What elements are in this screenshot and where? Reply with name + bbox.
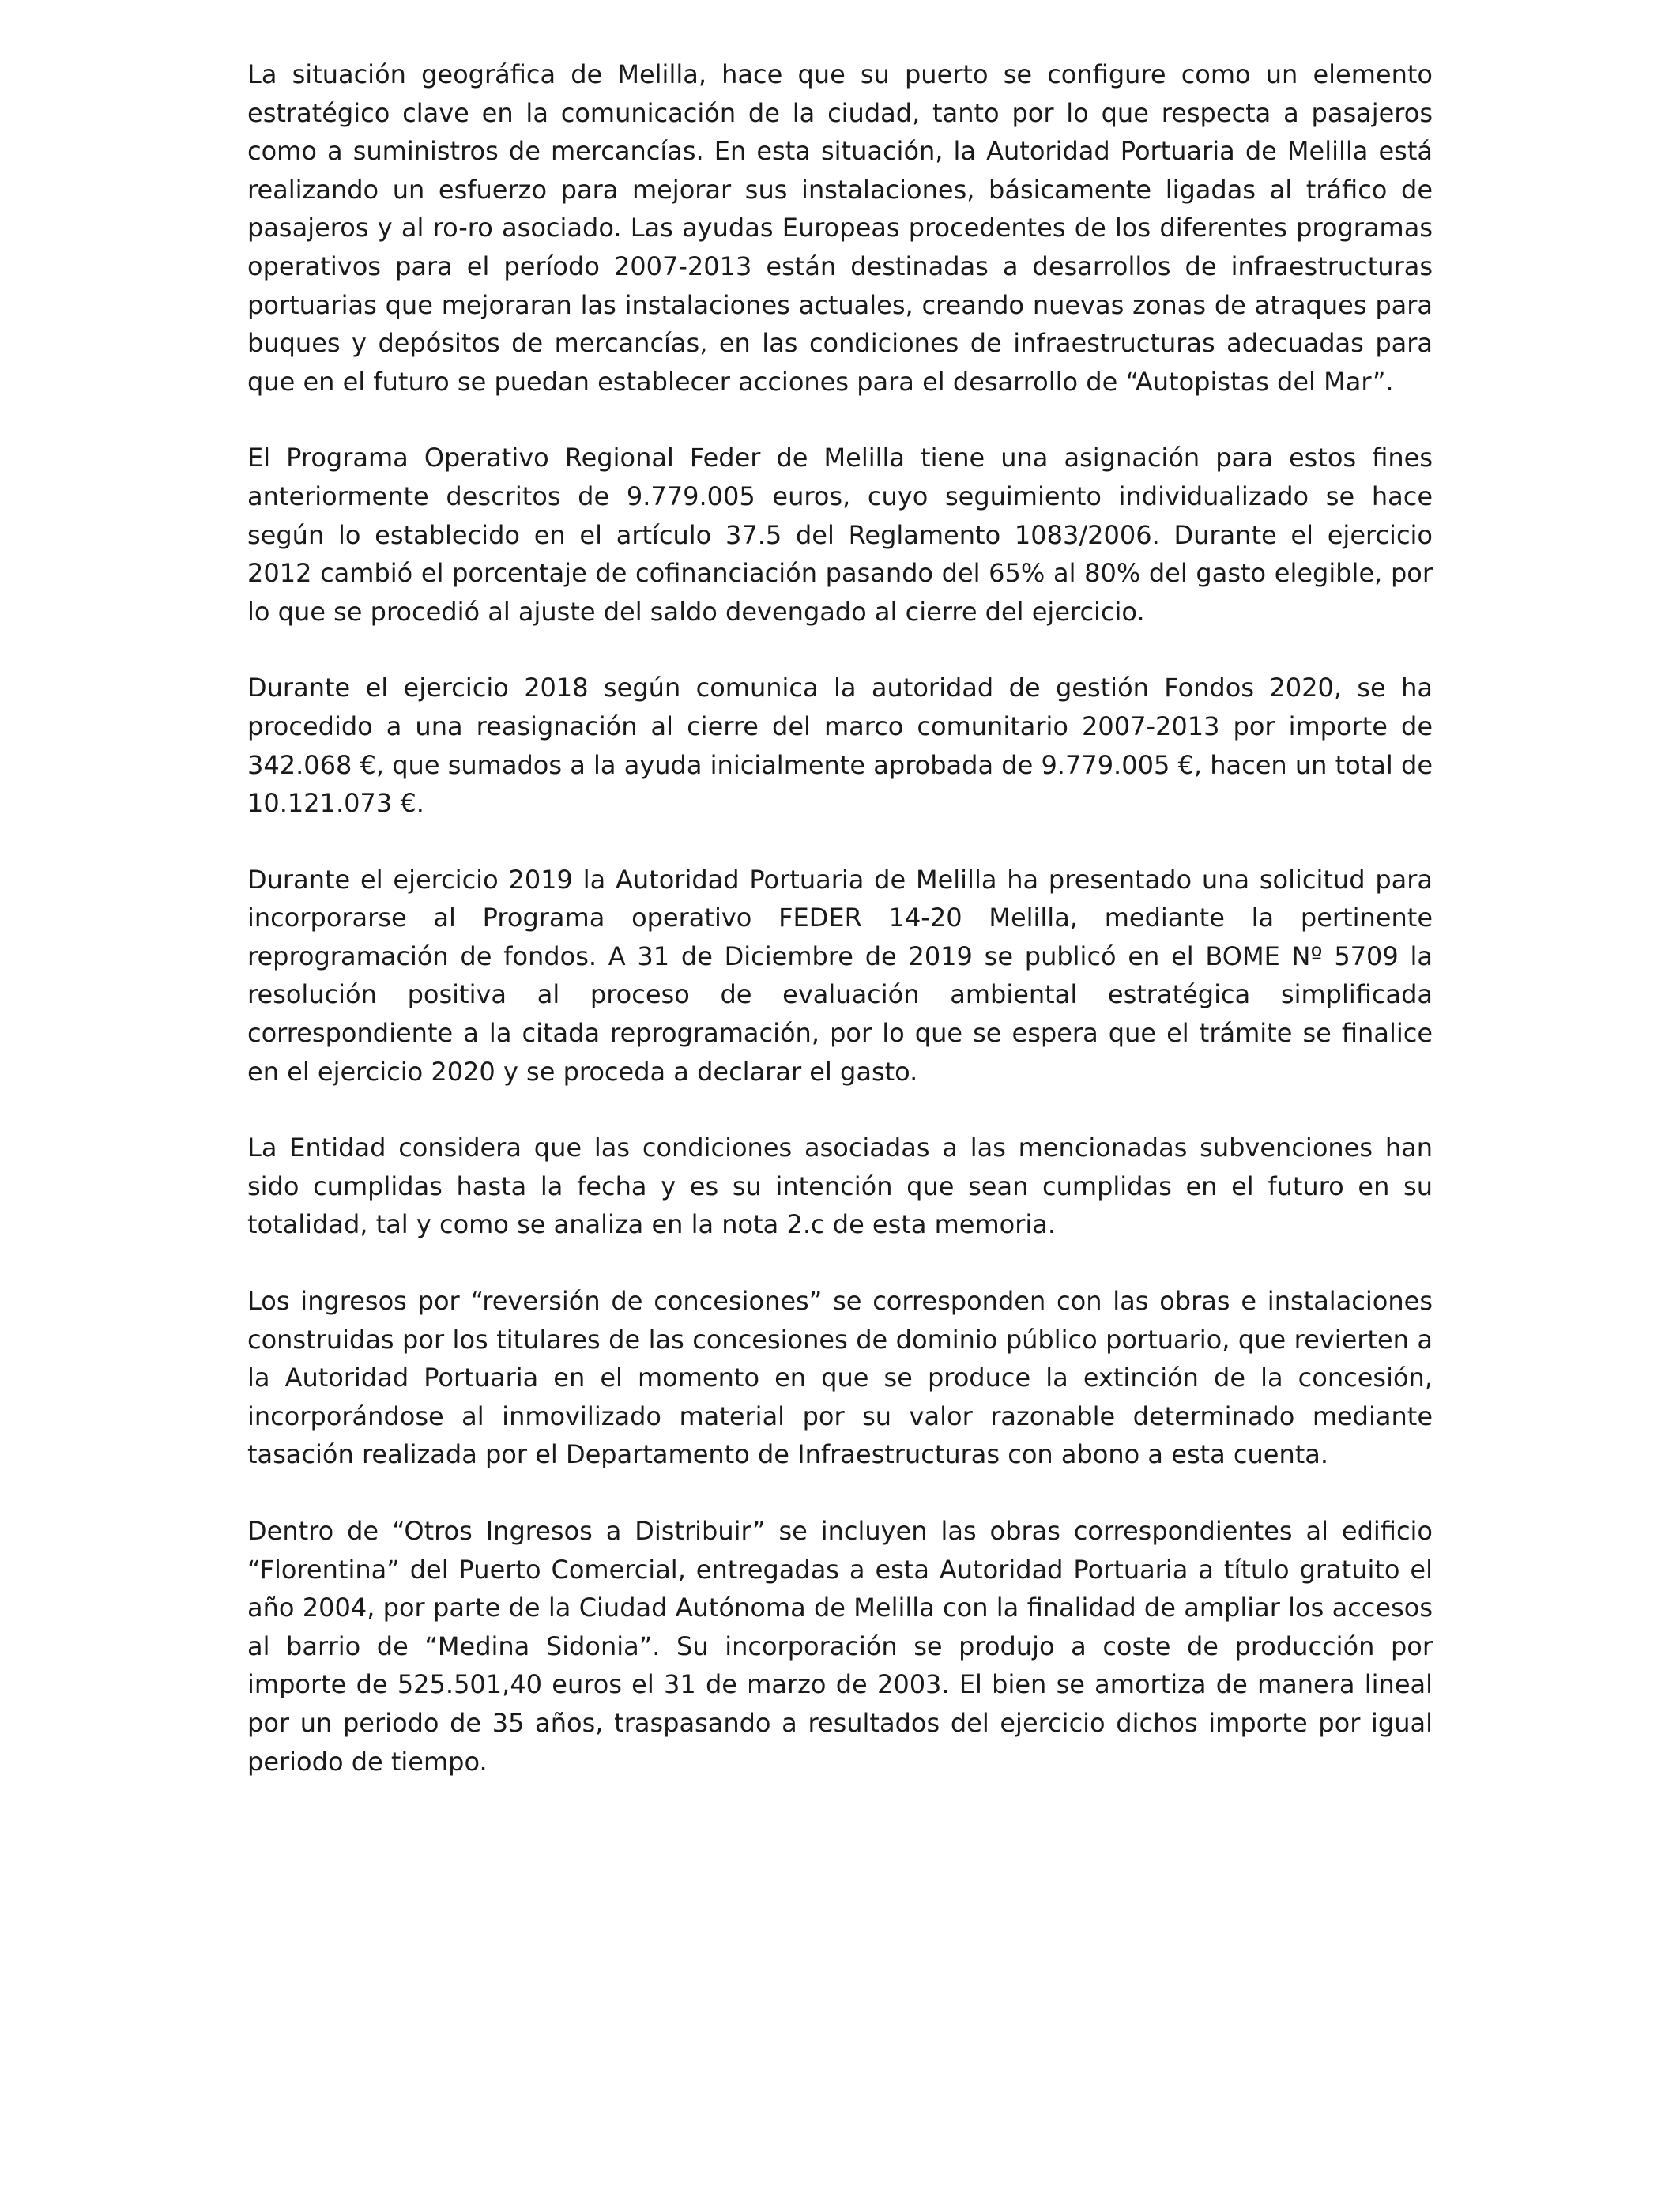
paragraph-feder-program: El Programa Operativo Regional Feder de Melilla tiene una asignación para estos fines anteriormente descritos de 9.779.005 euros, cuyo seguimiento individualizado se hace según lo establecido en el artículo 37.5 del Reglamento 1083/2006. Durante el ejercicio 2012 cambió el porcentaje de cofinanciación pasando del 65% al 80% del gasto elegible, por lo que se procedió al ajuste del saldo devengado al cierre del ejercicio. [247, 443, 1433, 627]
paragraph-2019-request: Durante el ejercicio 2019 la Autoridad Portuaria de Melilla ha presentado una solicitud para incorporarse al Programa operativo FEDER 14-20 Melilla, mediante la pertinente reprogramación de fondos. A 31 de Diciembre de 2019 se publicó en el BOME Nº 5709 la resolución positiva al proceso de evaluación ambiental estratégica simplificada correspondiente a la citada reprogramación, por lo que se espera que el trámite se finalice en el ejercicio 2020 y se proceda a declarar el gasto. [247, 864, 1433, 1087]
paragraph-conditions: La Entidad considera que las condiciones asociadas a las mencionadas subvenciones han sido cumplidas hasta la fecha y es su intención que sean cumplidas en el futuro en su totalidad, tal y como se analiza en la nota 2.c de esta memoria. [247, 1133, 1433, 1240]
document-body [247, 55, 1433, 1819]
paragraph-2018-reassignment: Durante el ejercicio 2018 según comunica la autoridad de gestión Fondos 2020, se ha procedido a una reasignación al cierre del marco comunitario 2007-2013 por importe de 342.068 €, que sumados a la ayuda inicialmente aprobada de 9.779.005 €, hacen un total de 10.121.073 €. [247, 673, 1433, 819]
paragraph-port-situation: La situación geográfica de Melilla, hace que su puerto se configure como un elemento estratégico clave en la comunicación de la ciudad, tanto por lo que respecta a pasajeros como a suministros de mercancías. En esta situación, la Autoridad Portuaria de Melilla está realizando un esfuerzo para mejorar sus instalaciones, básicamente ligadas al tráfico de pasajeros y al ro-ro asociado. Las ayudas Europeas procedentes de los diferentes programas operativos para el período 2007-2013 están destinadas a desarrollos de infraestructuras portuarias que mejoraran las instalaciones actuales, creando nuevas zonas de atraques para buques y depósitos de mercancías, en las condiciones de infraestructuras adecuadas para que en el futuro se puedan establecer acciones para el desarrollo de “Autopistas del Mar”. [247, 59, 1433, 397]
paragraph-other-income: Dentro de “Otros Ingresos a Distribuir” se incluyen las obras correspondientes al edificio “Florentina” del Puerto Comercial, entregadas a esta Autoridad Portuaria a título gratuito el año 2004, por parte de la Ciudad Autónoma de Melilla con la finalidad de ampliar los accesos al barrio de “Medina Sidonia”. Su incorporación se produjo a coste de producción por importe de 525.501,40 euros el 31 de marzo de 2003. El bien se amortiza de manera lineal por un periodo de 35 años, traspasando a resultados del ejercicio dichos importe por igual periodo de tiempo. [247, 1516, 1433, 1777]
paragraph-concession-reversion: Los ingresos por “reversión de concesiones” se corresponden con las obras e instalaciones construidas por los titulares de las concesiones de dominio público portuario, que revierten a la Autoridad Portuaria en el momento en que se produce la extinción de la concesión, incorporándose al inmovilizado material por su valor razonable determinado mediante tasación realizada por el Departamento de Infraestructuras con abono a esta cuenta. [247, 1286, 1433, 1470]
